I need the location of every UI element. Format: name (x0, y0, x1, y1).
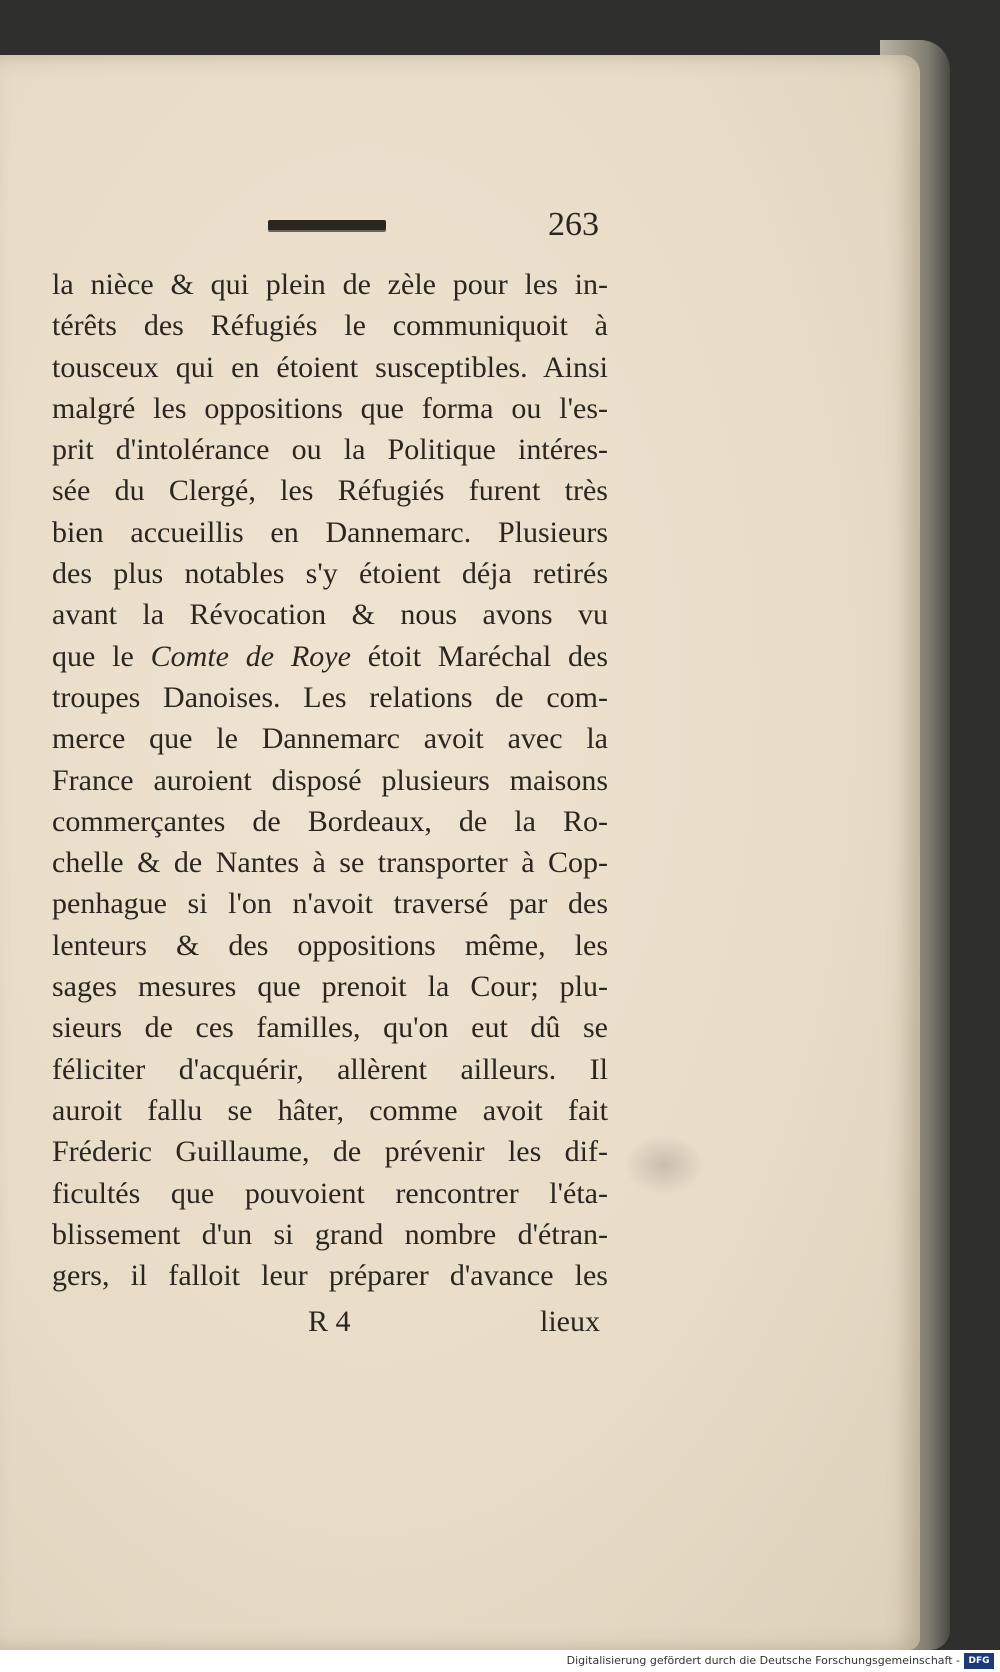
text-line: bien accueillis en Dannemarc. Plusieurs (52, 515, 608, 549)
text-line: avant la Révocation & nous avons vu (52, 598, 608, 632)
page-number: 263 (548, 206, 599, 243)
text-line: troupes Danoises. Les relations de com- (52, 680, 608, 714)
dfg-logo: DFG (964, 1653, 994, 1669)
text-line: sieurs de ces familles, qu'on eut dû se (52, 1011, 608, 1045)
text-line: commerçantes de Bordeaux, de la Ro- (52, 804, 608, 838)
text-line: malgré les oppositions que forma ou l'es- (52, 391, 608, 425)
text-line: ficultés que pouvoient rencontrer l'éta- (52, 1176, 608, 1210)
text-line-with-italic (52, 636, 608, 677)
header-rule (268, 220, 386, 230)
digitization-credit: Digitalisierung gefördert durch die Deutsche Forschungsgemeinschaft - (566, 1654, 960, 1667)
text-line: France auroient disposé plusieurs maisons (52, 763, 608, 797)
text-line: chelle & de Nantes à se transporter à Cop- (52, 846, 608, 880)
text-line: merce que le Dannemarc avoit avec la (52, 722, 608, 756)
text-line: féliciter d'acquérir, allèrent ailleurs. Il (52, 1052, 608, 1086)
text-line: sages mesures que prenoit la Cour; plu- (52, 970, 608, 1004)
text-line: des plus notables s'y étoient déja retirés (52, 557, 608, 591)
text-segment: étoit Maréchal des (350, 639, 608, 673)
body-text (52, 264, 608, 1296)
bleed-through-stamp (624, 1135, 704, 1195)
catchword: lieux (540, 1305, 600, 1338)
text-line: la nièce & qui plein de zèle pour les in- (52, 268, 608, 301)
text-line: penhague si l'on n'avoit traversé par des (52, 887, 608, 921)
italic-name: Comte de Roye (150, 639, 351, 673)
text-line: blissement d'un si grand nombre d'étran- (52, 1217, 608, 1251)
text-line: Fréderic Guillaume, de prévenir les dif- (52, 1135, 608, 1169)
text-line: lenteurs & des oppositions même, les (52, 928, 608, 962)
text-segment: que le (52, 639, 151, 673)
text-line: prit d'intolérance ou la Politique intéres- (52, 433, 608, 467)
text-line: sée du Clergé, les Réfugiés furent très (52, 474, 608, 508)
signature-mark: R 4 (308, 1305, 351, 1338)
text-line: tousceux qui en étoient susceptibles. Ainsi (52, 350, 608, 384)
text-line: térêts des Réfugiés le communiquoit à (52, 309, 608, 343)
text-line: gers, il falloit leur préparer d'avance les (52, 1259, 608, 1293)
text-line: auroit fallu se hâter, comme avoit fait (52, 1093, 608, 1127)
